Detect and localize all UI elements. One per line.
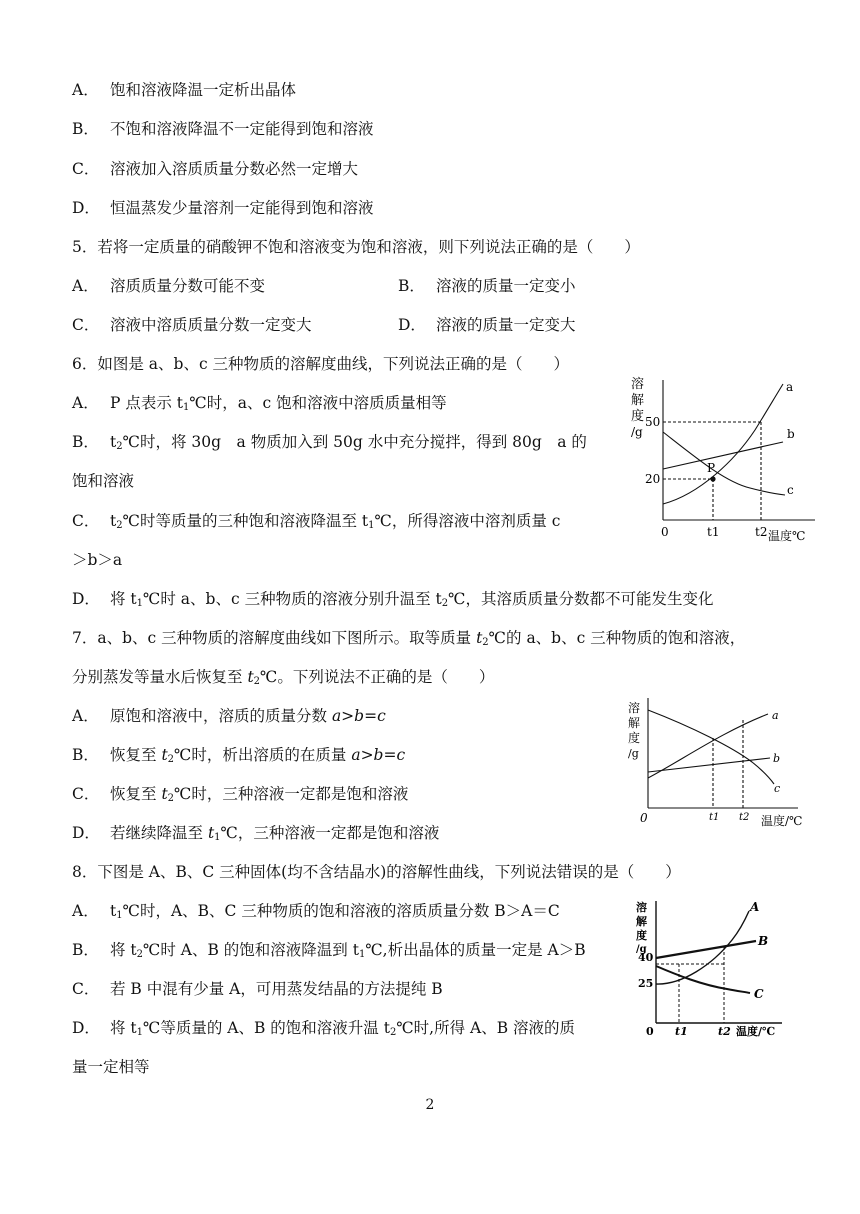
q7-option-c — [72, 784, 408, 809]
curve-c — [648, 710, 774, 784]
text-part: t — [161, 746, 168, 764]
origin-label: 0 — [646, 1025, 654, 1038]
q6-option-c-cont: ＞b＞a — [72, 551, 123, 569]
tick-25: 25 — [638, 977, 654, 990]
text-part: t — [110, 512, 117, 530]
subscript: 1 — [214, 832, 221, 843]
label-a: a — [772, 709, 779, 722]
label-p: P — [707, 461, 716, 475]
option-text: 溶质质量分数可能不变 — [110, 277, 266, 295]
label-c: c — [774, 782, 781, 795]
tick-50: 50 — [645, 415, 661, 429]
ylabel-char: 溶 — [628, 701, 641, 715]
tick-t2: t2 — [718, 1025, 731, 1038]
text-part: a>b=c — [331, 707, 386, 725]
text-part: ℃。下列说法不正确的是（ ） — [260, 668, 495, 686]
text-part: ℃等质量的 A、B 的饱和溶液升温 t — [143, 1019, 390, 1037]
q5-option-c — [72, 315, 312, 335]
text-part: 恢复至 — [110, 746, 162, 764]
q7-solubility-figure — [622, 692, 802, 832]
q6-solubility-figure — [625, 372, 820, 544]
text-part: 7．a、b、c 三种物质的溶解度曲线如下图所示。取等质量 — [72, 629, 477, 647]
text-part: t — [110, 902, 117, 920]
subscript: 2 — [253, 676, 261, 687]
q7-option-a — [72, 706, 386, 726]
option-letter: A． — [72, 394, 99, 412]
option-letter: A． — [72, 81, 99, 99]
ylabel-char: /g — [628, 747, 639, 760]
text-part: 若 B 中混有少量 A，可用蒸发结晶的方法提纯 B — [110, 980, 443, 998]
subscript: 2 — [116, 520, 123, 531]
text-part: ℃，所得溶液中溶剂质量 c — [374, 512, 561, 530]
option-text: 恒温蒸发少量溶剂一定能得到饱和溶液 — [110, 199, 374, 217]
subscript: 2 — [389, 1027, 397, 1038]
q7-stem-line2 — [72, 667, 494, 692]
text-part: 将 t — [110, 941, 137, 959]
tick-t2: t2 — [755, 525, 768, 539]
option-letter: B． — [398, 277, 425, 295]
text-part: P 点表示 t — [110, 394, 184, 412]
x-axis-label: 温度/℃ — [761, 814, 802, 828]
text-part: ℃时，a、c 饱和溶液中溶质质量相等 — [189, 394, 447, 412]
text-part: t — [207, 824, 215, 842]
option-letter: C． — [72, 980, 100, 998]
option-letter: B． — [72, 746, 99, 764]
subscript: 1 — [116, 910, 123, 921]
subscript: 1 — [136, 1027, 144, 1038]
q4-option-b — [72, 119, 374, 139]
text-part: ℃时，A、B、C 三种物质的饱和溶液的溶质质量分数 B＞A＝C — [122, 902, 560, 920]
subscript: 2 — [441, 598, 449, 609]
text-part: 若继续降温至 — [110, 824, 208, 842]
option-letter: A． — [72, 707, 99, 725]
ylabel-char: 度 — [636, 929, 647, 942]
curve-c — [663, 432, 785, 495]
q7-option-b — [72, 745, 405, 770]
curve-a — [663, 384, 783, 504]
option-letter: D． — [72, 1019, 100, 1037]
tick-20: 20 — [645, 472, 661, 486]
option-letter: D． — [398, 316, 426, 334]
option-text: 不饱和溶液降温不一定能得到饱和溶液 — [110, 120, 374, 138]
text-part: 恢复至 — [110, 785, 162, 803]
label-b: b — [787, 427, 795, 441]
option-text: 溶液加入溶质质量分数必然一定增大 — [110, 160, 359, 178]
option-letter: C． — [72, 316, 100, 334]
q4-option-a — [72, 80, 296, 100]
text-part: ℃时，析出溶质的在质量 — [174, 746, 352, 764]
q5-option-d — [398, 315, 576, 335]
q8-option-d — [72, 1018, 575, 1043]
q8-option-d-cont: 量一定相等 — [72, 1058, 150, 1076]
q8-option-b — [72, 940, 586, 965]
text-part: t — [247, 668, 254, 686]
ylabel-char: 解 — [631, 393, 645, 408]
q6-stem: 6．如图是 a、b、c 三种物质的溶解度曲线，下列说法正确的是（ ） — [72, 355, 570, 373]
text-part: a>b=c — [351, 746, 406, 764]
subscript: 1 — [136, 598, 144, 609]
ylabel-char: 度 — [628, 731, 641, 745]
tick-t1: t1 — [675, 1025, 688, 1038]
x-axis-label: 温度℃ — [768, 529, 806, 543]
option-text: 溶液中溶质质量分数一定变大 — [110, 316, 312, 334]
text-part: ℃时等质量的三种饱和溶液降温至 t — [122, 512, 369, 530]
text-part: 将 t — [110, 1019, 137, 1037]
q5-option-a — [72, 276, 265, 296]
page-number: 2 — [425, 1097, 435, 1113]
label-b: b — [773, 752, 781, 765]
ylabel-char: 解 — [636, 915, 647, 928]
subscript: 1 — [183, 402, 190, 413]
subscript: 1 — [368, 520, 375, 531]
text-part: t — [110, 433, 117, 451]
ylabel-char: 解 — [628, 716, 641, 730]
option-letter: B． — [72, 941, 99, 959]
tick-t2: t2 — [739, 812, 750, 823]
q6-option-c — [72, 511, 560, 536]
ylabel-char: 溶 — [636, 901, 647, 914]
text-part: ℃，其溶质质量分数都不可能发生变化 — [448, 590, 714, 608]
q4-option-c — [72, 159, 358, 179]
text-part: 原饱和溶液中，溶质的质量分数 — [110, 707, 332, 725]
q4-option-d — [72, 198, 374, 218]
q8-option-a — [72, 901, 560, 926]
option-letter: C． — [72, 160, 100, 178]
tick-t1: t1 — [707, 525, 720, 539]
option-text: 饱和溶液降温一定析出晶体 — [110, 81, 297, 99]
text-part: 将 t — [110, 590, 137, 608]
subscript: 2 — [482, 637, 489, 648]
q5-option-b — [398, 276, 576, 296]
curve-a — [648, 714, 768, 778]
origin-label: 0 — [661, 525, 669, 539]
q6-option-d — [72, 589, 713, 614]
option-letter: C． — [72, 785, 100, 803]
option-letter: B． — [72, 433, 99, 451]
text-part: t — [161, 785, 168, 803]
origin-label: 0 — [640, 811, 648, 825]
option-letter: D． — [72, 199, 100, 217]
text-part: ℃时,所得 A、B 溶液的质 — [396, 1019, 576, 1037]
ylabel-char: /g — [631, 425, 643, 439]
text-part: ℃时 a、b、c 三种物质的溶液分别升温至 t — [143, 590, 442, 608]
text-part: ℃的 a、b、c 三种物质的饱和溶液， — [488, 629, 746, 647]
curve-A — [656, 911, 749, 984]
text-part: ℃时，将 30g a 物质加入到 50g 水中充分搅拌，得到 80g a 的 — [122, 433, 587, 451]
ylabel-char: 溶 — [631, 377, 645, 392]
q6-option-b — [72, 432, 587, 457]
q7-option-d — [72, 823, 439, 848]
curve-C — [656, 966, 750, 993]
option-letter: C． — [72, 512, 100, 530]
option-letter: B． — [72, 120, 99, 138]
option-text: 溶液的质量一定变小 — [436, 277, 576, 295]
x-axis-label: 温度/℃ — [736, 1025, 776, 1038]
label-c: c — [787, 483, 794, 497]
text-part: ℃时，三种溶液一定都是饱和溶液 — [174, 785, 409, 803]
label-a: a — [786, 380, 794, 394]
text-part: 分别蒸发等量水后恢复至 — [72, 668, 248, 686]
option-letter: D． — [72, 824, 100, 842]
text-part: ℃时 A、B 的饱和溶液降温到 t — [143, 941, 359, 959]
tick-40: 40 — [638, 951, 654, 964]
subscript: 2 — [167, 793, 175, 804]
subscript: 2 — [116, 441, 123, 452]
text-part: t — [476, 629, 483, 647]
label-C: C — [754, 987, 764, 1001]
curve-b — [648, 758, 770, 772]
option-text: 溶液的质量一定变大 — [436, 316, 576, 334]
option-letter: A． — [72, 277, 99, 295]
option-letter: A． — [72, 902, 99, 920]
q8-solubility-figure — [632, 895, 792, 1038]
option-letter: D． — [72, 590, 100, 608]
label-B: B — [758, 934, 769, 948]
q8-stem: 8．下图是 A、B、C 三种固体(均不含结晶水)的溶解性曲线，下列说法错误的是（ ） — [72, 863, 681, 881]
q7-stem-line1 — [72, 628, 745, 653]
text-part: ℃,析出晶体的质量一定是 A＞B — [365, 941, 586, 959]
subscript: 2 — [167, 754, 175, 765]
q5-stem: 5．若将一定质量的硝酸钾不饱和溶液变为饱和溶液，则下列说法正确的是（ ） — [72, 238, 640, 256]
point-p — [710, 476, 715, 481]
text-part: ℃，三种溶液一定都是饱和溶液 — [220, 824, 440, 842]
q8-option-c — [72, 979, 443, 999]
q6-option-a — [72, 393, 447, 418]
label-A: A — [750, 900, 760, 914]
ylabel-char: 度 — [631, 409, 645, 424]
ylabel-char: /g — [636, 944, 647, 955]
tick-t1: t1 — [709, 812, 720, 823]
subscript: 2 — [136, 949, 144, 960]
q6-option-b-cont: 饱和溶液 — [72, 472, 135, 490]
curve-B — [656, 941, 756, 958]
subscript: 1 — [358, 949, 366, 960]
